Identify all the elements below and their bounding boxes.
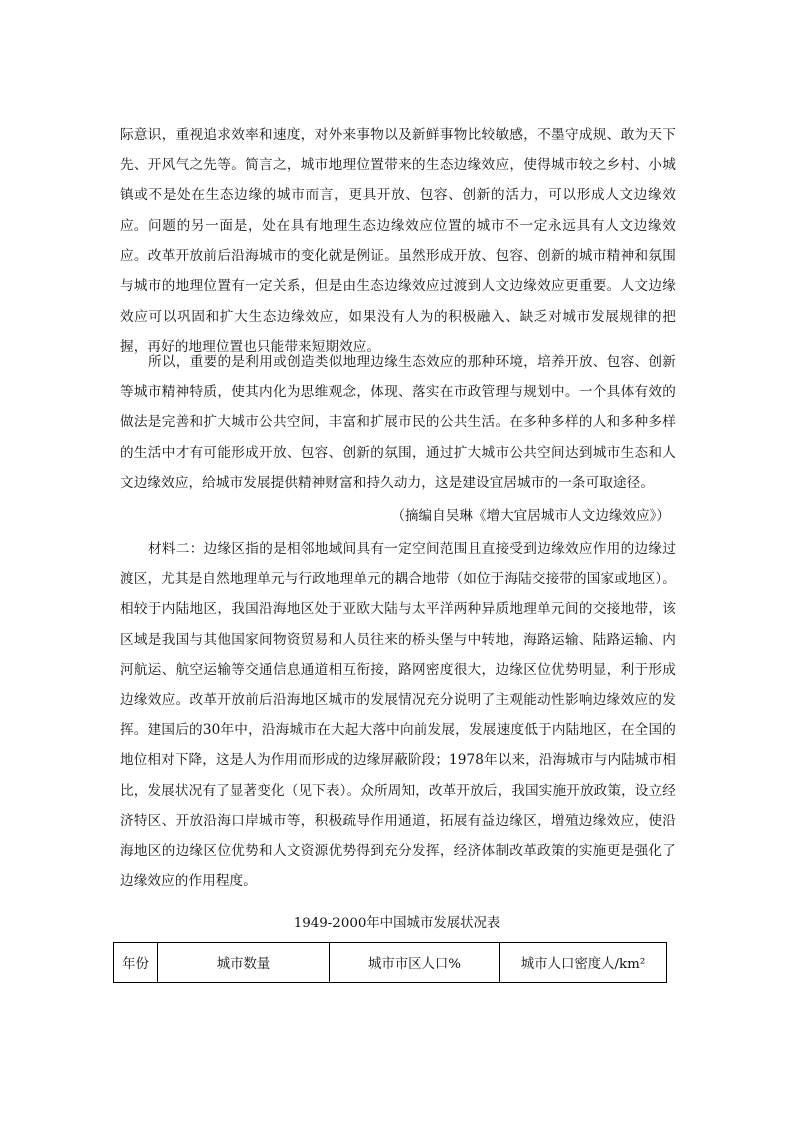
paragraph-text: 问题的另一面是，处在具有地理生态边缘效应位置的城市不一定永远具有人文边缘效应。改革开放前后沿海城市的变化就是例证。虽然形成开放、包容、创新的城市精神和氛围与城市的地理位置有一定关系，但是由生态边缘效应过渡到人文边缘效应更重要。人文边缘效应可以巩固和扩大生态边缘效应，如果没有人为的积极融入、缺乏对城市发展规律的把握，再好的地理位置也只能带来短期效应。 xyxy=(120,218,676,355)
paragraph-text: 材料二：边缘区指的是相邻地域间具有一定空间范围且直接受到边缘效应作用的边缘过渡区，尤其是自然地理单元与行政地理单元的耦合地带（如位于海陆交接带的国家或地区）。相较于内陆地区，我国沿海地区处于亚欧大陆与太平洋两种异质地理单元间的交接地带，该区域是我国与其他国家间物资贸易和人员往来的桥头堡与中转地，海路运输、陆路运输、内河航运、航空运输等交通信息通道相互衔接，路网密度很大，边缘区位优势明显，利于形成边缘效应。改革开放前后沿海地区城市的发展情况充分说明了主观能动性影响边缘效应的发挥。建国后的30年中，沿海城市在大起大落中向前发展，发展速度低于内陆地区，在全国的地位相对下降，这是人为作用而形成的边缘屏蔽阶段；1978年以来，沿海城市与内陆城市相比，发展状况有了显著变化（见下表）。众所周知，改革开放后，我国实施开放政策，设立经济特区、开放沿海口岸城市等，积极疏导作用通道，拓展有益边缘区，增殖边缘效应，使沿海地区的边缘区位优势和人文资源优势得到充分发挥，经济体制改革政策的实施更是强化了边缘效应的作用程度。 xyxy=(120,541,676,890)
paragraph-third xyxy=(120,347,676,498)
header-urban-population: 城市市区人口% xyxy=(330,943,500,983)
header-population-density: 城市人口密度人/km² xyxy=(500,943,667,983)
paragraph-text: 所以，重要的是利用或创造类似地理边缘生态效应的那种环境，培养开放、包容、创新等城市精神特质，使其内化为思维观念，体现、落实在市政管理与规划中。一个具体有效的做法是完善和扩大城市公共空间，丰富和扩展市民的公共生活。在多种多样的人和多种多样的生活中才有可能形成开放、包容、创新的氛围，通过扩大城市公共空间达到城市生态和人文边缘效应，给城市发展提供精神财富和持久动力，这是建设宜居城市的一条可取途径。 xyxy=(120,354,676,491)
source-attribution: （摘编自吴琳《增大宜居城市人文边缘效应》） xyxy=(391,508,670,524)
header-city-count: 城市数量 xyxy=(158,943,330,983)
paragraph-text: 际意识，重视追求效率和速度，对外来事物以及新鲜事物比较敏感，不墨守成规、敢为天下先、开风气之先等。简言之，城市地理位置带来的生态边缘效应，使得城市较之乡村、小城镇或不是处在生态边缘的城市而言，更具开放、包容、创新的活力，可以形成人文边缘效应。 xyxy=(120,127,676,234)
table-title: 1949-2000年中国城市发展状况表 xyxy=(293,916,501,931)
table-header-row xyxy=(114,943,667,983)
paragraph-second xyxy=(120,211,676,362)
paragraph-material-two xyxy=(120,534,676,896)
city-development-table xyxy=(113,942,667,983)
header-year: 年份 xyxy=(114,943,158,983)
